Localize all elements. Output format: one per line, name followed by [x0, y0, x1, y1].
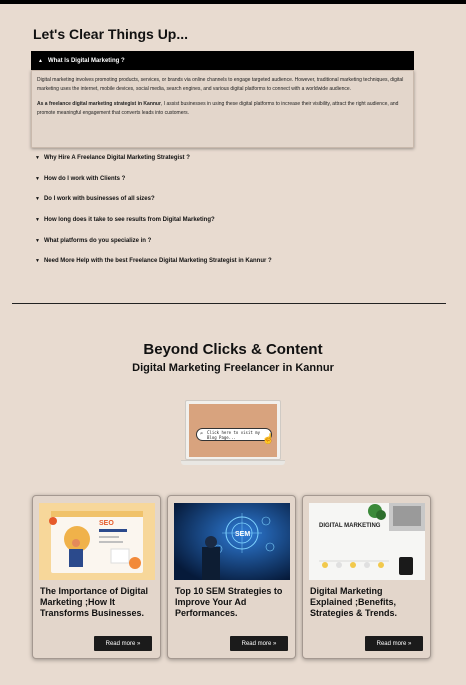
section-subtitle: Digital Marketing Freelancer in Kannur	[132, 362, 334, 374]
caret-down-icon: ▼	[35, 217, 40, 223]
faq-item[interactable]	[35, 236, 151, 246]
faq-item-open-header[interactable]	[31, 51, 414, 70]
caret-down-icon: ▼	[35, 155, 40, 161]
top-border	[0, 0, 466, 4]
thumb-label: DIGITAL MARKETING	[319, 523, 381, 529]
faq-question: Why Hire A Freelance Digital Marketing Strategist ?	[43, 155, 190, 161]
faq-item[interactable]	[35, 256, 272, 266]
faq-answer-paragraph	[37, 100, 408, 117]
arrow-right-icon: »	[406, 640, 412, 647]
laptop-search-text: Click here to visit my Blog Page...	[207, 430, 260, 440]
pointer-cursor-icon: ☝	[262, 434, 275, 445]
read-more-label: Read more	[241, 640, 272, 647]
section-title: Beyond Clicks & Content	[143, 341, 323, 358]
faq-item[interactable]	[35, 194, 155, 204]
blog-card[interactable]	[302, 495, 431, 659]
faq-question: Do I work with businesses of all sizes?	[43, 196, 155, 202]
faq-answer-text: , I assist businesses in using these digital platforms to increase their visibility, attract the right audience, and promote meaningful engagement that converts leads into customers.	[37, 101, 399, 116]
arrow-right-icon: »	[271, 640, 277, 647]
caret-down-icon: ▼	[35, 258, 40, 264]
caret-up-icon: ▲	[38, 57, 43, 64]
thumb-label: SEM	[235, 531, 251, 538]
blog-link-laptop-image[interactable]	[181, 400, 285, 466]
blog-card[interactable]	[167, 495, 296, 659]
faq-question: How do I work with Clients ?	[43, 176, 126, 182]
read-more-button[interactable]	[94, 636, 152, 651]
faq-item[interactable]	[35, 174, 125, 184]
faq-answer-paragraph: Digital marketing involves promoting products, services, or brands via online channels to engage targeted audience. However, traditional marketing techniques, digital marketing uses the internet, mobile devices, social media, search engines, and various digital platforms to connect with a worldwide audience.	[37, 77, 404, 92]
faq-question: What platforms do you specialize in ?	[43, 238, 152, 244]
faq-answer-bold: As a freelance digital marketing strategist in Kannur	[37, 101, 161, 107]
faq-question: Need More Help with the best Freelance Digital Marketing Strategist in Kannur ?	[43, 258, 272, 264]
blog-card-title[interactable]: The Importance of Digital Marketing ;How It Transforms Businesses.	[40, 586, 149, 618]
read-more-button[interactable]	[365, 636, 423, 651]
blog-thumbnail-seo[interactable]	[39, 503, 155, 580]
laptop-search-bar	[196, 428, 272, 441]
faq-answer-panel	[31, 70, 414, 148]
read-more-label: Read more	[105, 640, 136, 647]
caret-down-icon: ▼	[35, 196, 40, 202]
read-more-label: Read more	[376, 640, 407, 647]
thumb-label: SEO	[99, 520, 114, 527]
caret-down-icon: ▼	[35, 176, 40, 182]
laptop-base	[181, 460, 285, 465]
section-divider	[12, 303, 446, 304]
faq-item[interactable]	[35, 215, 215, 225]
caret-down-icon: ▼	[35, 238, 40, 244]
search-icon: ⌕	[200, 431, 204, 437]
blog-thumbnail-sem[interactable]	[174, 503, 290, 580]
faq-heading: Let's Clear Things Up...	[33, 26, 189, 42]
blog-card-title[interactable]: Digital Marketing Explained ;Benefits, Strategies & Trends.	[310, 586, 398, 618]
faq-question: How long does it take to see results from Digital Marketing?	[43, 217, 215, 223]
read-more-button[interactable]	[230, 636, 288, 651]
faq-item[interactable]	[35, 153, 190, 163]
faq-question: What Is Digital Marketing ?	[47, 57, 125, 64]
blog-thumbnail-digital-marketing[interactable]	[309, 503, 425, 580]
blog-card[interactable]	[32, 495, 161, 659]
laptop-screen	[185, 400, 281, 460]
blog-card-title[interactable]: Top 10 SEM Strategies to Improve Your Ad Performances.	[175, 586, 283, 618]
arrow-right-icon: »	[135, 640, 141, 647]
